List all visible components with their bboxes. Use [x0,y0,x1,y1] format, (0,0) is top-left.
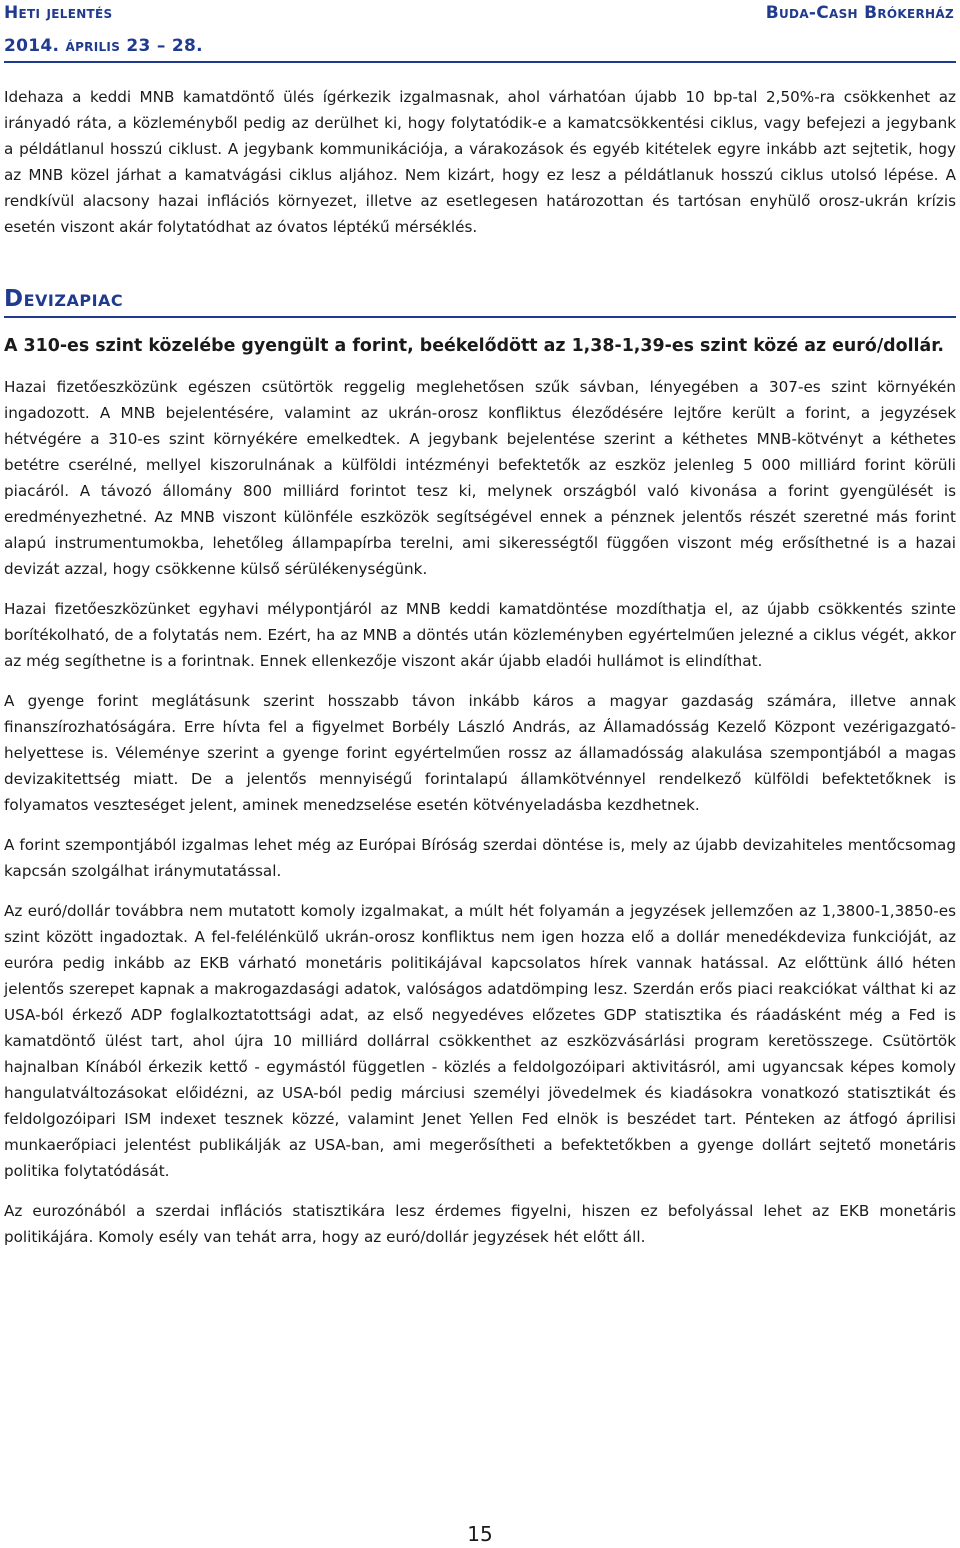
section-title: Devizapiac [4,286,124,312]
report-title: Heti jelentés [4,3,113,23]
page-number: 15 [467,1522,493,1546]
body-paragraph: Az eurozónából a szerdai inflációs statisztikára lesz érdemes figyelni, hiszen ez befolyással lehet az EKB monetáris politikájára. Komoly esély van tehát arra, hogy az euró/dollár jegyzések hét előtt áll. [4,1202,956,1246]
report-date: 2014. április 23 – 28. [4,36,203,56]
body-paragraph: Az euró/dollár továbbra nem mutatott komoly izgalmakat, a múlt hét folyamán a jegyzések jellemzően az 1,3800-1,3850-es szint között ingadoztak. A fel-felélénkülő ukrán-orosz konfliktus nem igen hozza elő a dollár menedékdeviza funkcióját, az euróra pedig inkább az EKB várható monetáris politikájával kapcsolatos hírek vannak hatással. Az előttünk álló héten jelentős szerepet kapnak a makrogazdasági adatok, valóságos adatdömping lesz. Szerdán erős piaci reakciókat válthat ki az USA-ból érkező ADP foglalkoztatottsági adat, az első negyedéves előzetes GDP statisztika és ráadásként még a Fed is kamatdöntő ülést tart, ahol újra 10 milliárd dollárral csökkenthet az eszközvásárlási program keretösszege. Csütörtök hajnalban Kínából érkezik kettő - egymástól független - közlés a feldolgozóipari aktivitásról, ami ugyancsak képes komoly hangulatváltozásokat előidézni, az USA-ból pedig márciusi személyi jövedelmek és kiadásokra vonatkozó statisztikát és feldolgozóipari ISM indexet tesznek közzé, valamint Jenet Yellen Fed elnök is beszédet tart. Pénteken az átfogó áprilisi munkaerőpiaci jelentést publikálják az USA-ban, ami megerősítheti a befektetőkben a gyenge dollárt sejtető monetáris politika folytatódását. [4,902,956,1180]
body-paragraph: Hazai fizetőeszközünk egészen csütörtök reggelig meglehetősen szűk sávban, lényegében a 307-es szint környékén ingadozott. A MNB bejelentésére, valamint az ukrán-orosz konfliktus éleződésére lejtőre került a forint, a jegyzések hétvégére a 310-es szint környékére emelkedtek. A jegybank bejelentése szerint a kéthetes MNB-kötvényt a kéthetes betétre cserélné, mellyel kiszorulnának a külföldi intézményi befektetők az eszköz jelenleg 5 000 milliárd forint körüli piacáról. A távozó állomány 800 milliárd forintot tesz ki, melynek országból való kivonása a forint gyengülését is eredményezhetné. Az MNB viszont különféle eszközök segítségével ennek a pénznek jelentős részét szeretné más forint alapú instrumentumokba, lehetőleg állampapírba terelni, ami sikerességtől függően viszont még erősíthetné is a hazai devizát azzal, hogy csökkenne külső sérülékenységünk. [4,378,956,578]
section-divider [4,316,956,318]
body-paragraph: A forint szempontjából izgalmas lehet még az Európai Bíróság szerdai döntése is, mely az újabb devizahiteles mentőcsomag kapcsán szolgálhat iránymutatással. [4,836,956,880]
body-paragraph: Hazai fizetőeszközünket egyhavi mélypontjáról az MNB keddi kamatdöntése mozdíthatja el, az újabb csökkentés szinte borítékolható, de a folytatás nem. Ezért, ha az MNB a döntés után közleményben egyértelműen jelezné a ciklus végét, akkor az még segíthetne is a forintnak. Ennek ellenkezője viszont akár újabb eladói hullámot is elindíthat. [4,600,956,670]
company-name: Buda-Cash Brókerház [765,3,954,23]
intro-paragraph: Idehaza a keddi MNB kamatdöntő ülés ígérkezik izgalmasnak, ahol várhatóan újabb 10 bp-tal 2,50%-ra csökkenhet az irányadó ráta, a közleményből pedig az derülhet ki, hogy folytatódik-e a kamatcsökkentési ciklus, vagy befejezi a jegybank a példátlanul hosszú ciklust. A jegybank kommunikációja, a várakozások és egyéb kitételek egyre inkább azt sejtetik, hogy az MNB közel járhat a kamatvágási ciklus aljához. Nem kizárt, hogy ez lesz a példátlanuk hosszú ciklus utolsó lépése. A rendkívül alacsony hazai inflációs környezet, illetve az esetlegesen határozottan és tartósan enyhülő orosz-ukrán krízis esetén viszont akár folytatódhat az óvatos léptékű mérséklés. [4,88,956,236]
section-lead: A 310-es szint közelébe gyengült a forint, beékelődött az 1,38-1,39-es szint közé az euró/dollár. [4,336,944,356]
page-content [4,84,956,1264]
header-divider [4,61,956,63]
body-paragraph: A gyenge forint meglátásunk szerint hosszabb távon inkább káros a magyar gazdaság számára, illetve annak finanszírozhatóságára. Erre hívta fel a figyelmet Borbély László András, az Államadósság Kezelő Központ vezérigazgató-helyettese is. Véleménye szerint a gyenge forint egyértelműen rossz az államadósság alakulása szempontjából a magas devizakitettség miatt. De a jelentős mennyiségű forintalapú államkötvénnyel rendelkező külföldi befektetőknek is folyamatos veszteséget jelent, aminek menedzselése esetén kötvényeladásba kezdhetnek. [4,692,956,814]
